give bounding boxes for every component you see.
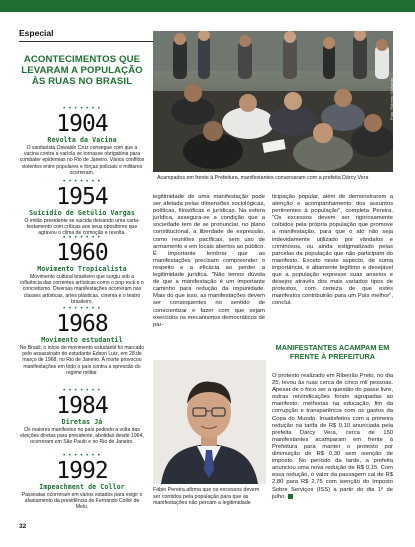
timeline-event xyxy=(19,233,145,305)
dot-divider: • • • • • • • xyxy=(63,453,101,459)
event-text: Os maiores manifestos no país pedindo a volta das eleições diretas para presidente, abolidas desde 1964, ocorreram em São Paulo e no Rio de Janeiro. xyxy=(20,427,144,446)
protest-photo-illustration xyxy=(153,31,393,172)
event-year: 1992 xyxy=(56,458,108,484)
dot-divider: • • • • • • • xyxy=(63,106,101,112)
protest-photo xyxy=(153,31,393,172)
event-text: Movimento cultural brasileiro que surgiu sob a influência das correntes artísticas como o pop-rock e o concretismo. Diversas manifestações ocorreram nas classes artísticas, artes plásticas, cinema e o teatro brasileiro. xyxy=(20,274,144,305)
top-color-bar xyxy=(0,0,415,12)
dot-divider: • • • • • • • xyxy=(63,235,101,241)
timeline-event xyxy=(19,451,145,511)
event-text: O então presidente se suicida deixando uma carta-testamento com críticas aos seus opositores que agravou o clima de comoção e revolta. xyxy=(24,218,140,237)
event-year: 1904 xyxy=(56,111,108,137)
timeline-event xyxy=(19,104,145,176)
event-title: Movimento estudantil xyxy=(41,336,123,344)
event-year: 1968 xyxy=(56,311,108,337)
timeline-sidebar xyxy=(19,46,145,526)
portrait-photo xyxy=(153,360,266,484)
photo-caption-top: Acampados em frente à Prefeitura, manifestantes conversaram com a prefeita Dárcy Vera xyxy=(157,175,369,181)
event-title: Impeachment de Collor xyxy=(39,483,125,491)
article-column-1: legitimidade de uma manifestação pode ser afetada pelas dimensões sociológicas, políticas, filosóficas e jurídicas. Na esfera jurídica, assegura-se a condição que a sociedade tem de se pronunciar, no plano constitucional, a liberdade de expressão, como reuniões pacíficas, sem uso de armamento e em locais abertos ao público. É importante lembrar que as manifestações precisam compreender o respeito e a eficácia ao perder a legitimidade jurídica. "Não temos dúvida de que a manifestação é um importante caminho para redução da impunidade. Mais do que isso, as manifestações devem ser consequentes no sentido de conscientizar e fazer com que sejam exercidos os mecanismos democráticos de par- xyxy=(153,194,265,328)
section-label: Especial xyxy=(19,28,54,38)
timeline-event xyxy=(19,177,145,237)
event-text: No Brasil, o início do movimento estudantil foi marcado pelo assassinato do estudante Edson Luiz, em 28 de março de 1968, no Rio de Janeiro. A morte provocou manifestações em todo o país contra a opressão do regime militar. xyxy=(19,345,145,376)
article-column-3-text: O protesto realizado em Ribeirão Preto, no dia 25, levou às ruas cerca de cinco mil pessoas. Apesar de o foco ser a questão do passe livre, outras reivindicações foram agrupadas ao manifesto: melhorias na educação, fim da corrupção e transparência com os gastos da Copa do Mundo. Insatisfeitos com a primeira redução na tarifa de R$ 0,10 anunciada pela prefeita Dárcy Vera, cerca de 150 manifestantes acamparam em frente à Prefeitura para manter o protesto por diminuição de R$ 0,30 sem isenção de imposto. No período da tarde, a prefeita anunciou uma nova redução de R$ 0,15. Com essa redução, o valor da passagem cai de R$ 2,80 para R$ 2,75 com isenção do Imposto Sobre Serviços (ISS) a partir do dia 1º de julho. xyxy=(272,373,393,500)
subhead: MANIFESTANTES ACAMPAM EM FRENTE À PREFEITURA xyxy=(275,343,390,361)
portrait-illustration xyxy=(153,360,266,484)
timeline-event xyxy=(19,304,145,376)
event-year: 1960 xyxy=(56,240,108,266)
article-column-2: ticipação popular, além de demonstrarem a atenção e acompanhamento dos assuntos pertinentes à população", completa Pereira. "Os excessos devem ser rigorosamente coibidos pela própria população que promove a manifestação, para que o ato não seja indevidamente utilizado por vândalos e criminosos, ou ainda estigmatizado pelas parcelas da população que não participam do manifesto. Exceto neste aspecto, de suma importância, é altamente legítimo e desejável que a população expresse suas anseios e desejos através dos mais variados tipos de protestos, com certeza de que estes manifestos contribuirão para um País melhor", conclui. xyxy=(272,194,393,307)
article-column-3 xyxy=(272,373,393,501)
timeline-event xyxy=(19,386,145,446)
section-rule xyxy=(19,41,153,42)
dot-divider: • • • • • • • xyxy=(63,388,101,394)
event-title: Movimento Tropicalista xyxy=(37,265,127,273)
event-text: O sanitarista Oswaldo Cruz consegue com que a vacina contra a varíola se tornasse obrigatória para combater epidemias no Rio de Janeiro. Vários conflitos violentos entre populares e forças policiais e militares ocorreram. xyxy=(19,145,145,176)
portrait-caption: Fábio Pereira afirma que os excessos devem ser contidos pela população para que as manifestações não percam a legitimidade xyxy=(153,487,260,507)
sidebar-title: ACONTECIMENTOS QUE LEVARAM A POPULAÇÃO ÀS RUAS NO BRASIL xyxy=(21,54,143,87)
end-mark xyxy=(288,494,293,499)
event-year: 1954 xyxy=(56,184,108,210)
event-year: 1984 xyxy=(56,393,108,419)
event-title: Revolta da Vacina xyxy=(47,136,117,144)
dot-divider: • • • • • • • xyxy=(63,179,101,185)
dot-divider: • • • • • • • xyxy=(63,306,101,312)
page-number: 32 xyxy=(19,523,27,530)
photo-credit: Foto: Roberto Galhardo xyxy=(389,77,394,120)
event-text: Passeatas ocorreram em vários estados para exigir o afastamento da presidência de Fernando Collor de Melo. xyxy=(21,492,143,511)
event-title: Suicídio de Getúlio Vargas xyxy=(29,209,135,217)
event-title: Diretas Já xyxy=(61,418,103,426)
